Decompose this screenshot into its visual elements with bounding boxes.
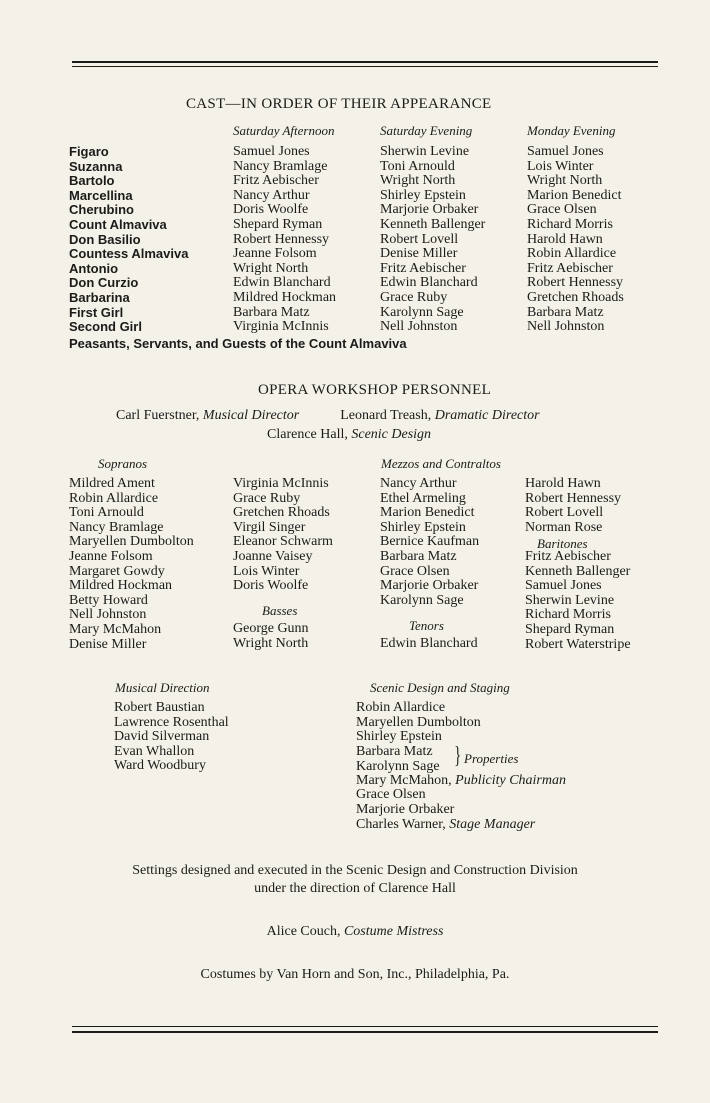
list-item: Fritz Aebischer: [525, 549, 611, 564]
list-item: Nell Johnston: [527, 319, 605, 335]
list-item: Nancy Bramlage: [233, 158, 328, 174]
publicity-title: Publicity Chairman: [455, 773, 566, 788]
cast-roles: [69, 145, 188, 335]
stage-manager-line: [356, 817, 535, 833]
list-item: Marion Benedict: [527, 187, 622, 203]
list-item: Eleanor Schwarm: [233, 534, 333, 550]
list-item: Robert Lovell: [525, 505, 604, 521]
col-head-mon-evening: Monday Evening: [527, 123, 616, 138]
list-item: Sherwin Levine: [525, 592, 615, 608]
list-item: Figaro: [69, 144, 109, 159]
list-item: Robin Allardice: [356, 700, 446, 715]
list-item: Ethel Armeling: [380, 490, 466, 506]
list-item: Jeanne Folsom: [233, 246, 317, 262]
baritones-list: [525, 550, 631, 652]
list-item: Grace Olsen: [527, 202, 597, 218]
list-item: Nancy Bramlage: [69, 519, 164, 535]
list-item: Robin Allardice: [527, 246, 617, 262]
properties-names: [356, 745, 440, 774]
tenors-label: Tenors: [409, 618, 444, 633]
bottom-rule-lower: [72, 1031, 658, 1033]
scenic-director-line: [267, 427, 431, 443]
col-head-sat-evening: Saturday Evening: [380, 123, 473, 138]
settings-line-1: Settings designed and executed in the Scenic Design and Construction Division: [132, 863, 578, 878]
list-item: Betty Howard: [69, 592, 148, 608]
list-item: Shirley Epstein: [380, 187, 466, 203]
list-item: Samuel Jones: [527, 144, 604, 159]
list-item: Toni Arnould: [69, 505, 144, 521]
list-item: Barbarina: [69, 289, 130, 305]
musical-direction-list: [114, 701, 229, 774]
top-rule-upper: [72, 61, 658, 63]
list-item: Margaret Gowdy: [69, 563, 165, 579]
scenic-director-title: Scenic Design: [351, 427, 432, 442]
scenic-director-name: Clarence Hall,: [267, 427, 348, 442]
list-item: Robert Lovell: [380, 231, 459, 247]
properties-label: Properties: [464, 751, 519, 766]
list-item: Ward Woodbury: [114, 758, 206, 774]
workshop-heading: OPERA WORKSHOP PERSONNEL: [258, 382, 492, 398]
list-item: Lawrence Rosenthal: [114, 714, 229, 730]
list-item: Robert Baustian: [114, 700, 205, 715]
list-item: Count Almaviva: [69, 216, 167, 232]
list-item: Wright North: [233, 260, 309, 276]
list-item: Barbara Matz: [380, 548, 457, 564]
list-item: Shepard Ryman: [233, 216, 323, 232]
stage-manager-title: Stage Manager: [449, 817, 536, 832]
list-item: Grace Ruby: [233, 490, 301, 506]
list-item: Toni Arnould: [380, 158, 455, 174]
costume-line: [0, 924, 710, 940]
musical-director-name: Carl Fuerstner,: [116, 408, 200, 423]
list-item: Maryellen Dumbolton: [69, 534, 194, 550]
cast-sat-afternoon: [233, 145, 336, 335]
list-item: Suzanna: [69, 158, 123, 174]
list-item: Mary McMahon: [69, 621, 162, 637]
list-item: Grace Olsen: [380, 563, 450, 579]
list-item: Karolynn Sage: [380, 592, 464, 608]
list-item: Fritz Aebischer: [233, 173, 319, 189]
list-item: Richard Morris: [525, 607, 611, 623]
list-item: Evan Whallon: [114, 743, 195, 759]
list-item: Don Basilio: [69, 231, 141, 247]
list-item: Marjorie Orbaker: [380, 202, 479, 218]
list-item: Cherubino: [69, 202, 134, 218]
scenic-staging-list-top: [356, 701, 481, 745]
list-item: Lois Winter: [233, 563, 300, 579]
properties-brace: }: [454, 743, 462, 769]
list-item: Nell Johnston: [380, 319, 458, 335]
list-item: Fritz Aebischer: [527, 260, 613, 276]
musical-direction-label: Musical Direction: [115, 680, 210, 695]
scenic-staging-label: Scenic Design and Staging: [370, 680, 510, 695]
mezzos-list: [380, 477, 479, 608]
list-item: Sherwin Levine: [380, 144, 470, 159]
list-item: Grace Ruby: [380, 289, 448, 305]
list-item: Mildred Hockman: [233, 289, 337, 305]
list-item: Virgil Singer: [233, 519, 306, 535]
list-item: Mildred Hockman: [69, 578, 173, 594]
list-item: Norman Rose: [525, 519, 603, 535]
list-item: Shepard Ryman: [525, 621, 615, 637]
list-item: Robert Hennessy: [527, 275, 624, 291]
basses-list: [233, 622, 309, 651]
list-item: Antonio: [69, 260, 119, 276]
cast-chorus: Peasants, Servants, and Guests of the Count Almaviva: [69, 336, 407, 351]
list-item: Mildred Ament: [69, 476, 155, 491]
list-item: Virginia McInnis: [233, 319, 329, 335]
list-item: Harold Hawn: [527, 231, 603, 247]
list-item: Kenneth Ballenger: [380, 216, 486, 232]
list-item: Barbara Matz: [527, 304, 604, 320]
list-item: Don Curzio: [69, 275, 139, 291]
list-item: Maryellen Dumbolton: [356, 714, 481, 730]
list-item: George Gunn: [233, 621, 309, 636]
list-item: Wright North: [380, 173, 456, 189]
list-item: Bartolo: [69, 173, 115, 189]
cast-mon-evening: [527, 145, 624, 335]
list-item: Marcellina: [69, 187, 133, 203]
list-item: Grace Olsen: [356, 787, 426, 802]
list-item: Denise Miller: [69, 636, 147, 652]
settings-line-2: under the direction of Clarence Hall: [254, 881, 456, 896]
list-item: Gretchen Rhoads: [233, 505, 330, 521]
list-item: Karolynn Sage: [380, 304, 464, 320]
sopranos-col2: [233, 477, 333, 594]
list-item: Virginia McInnis: [233, 476, 329, 491]
stage-manager-name: Charles Warner,: [356, 817, 446, 832]
list-item: Edwin Blanchard: [380, 636, 478, 651]
costumes-by: Costumes by Van Horn and Son, Inc., Philadelphia, Pa.: [200, 967, 510, 982]
list-item: Karolynn Sage: [356, 758, 440, 774]
sopranos-col1: [69, 477, 194, 652]
list-item: Harold Hawn: [525, 476, 601, 491]
list-item: Marion Benedict: [380, 505, 475, 521]
tenors-col2: [525, 477, 621, 535]
list-item: Nell Johnston: [69, 607, 147, 623]
list-item: Marjorie Orbaker: [356, 801, 455, 817]
list-item: Doris Woolfe: [233, 202, 309, 218]
col-head-sat-afternoon: Saturday Afternoon: [233, 123, 335, 138]
scenic-staging-list-bottom: [356, 788, 454, 817]
publicity-name: Mary McMahon,: [356, 773, 452, 788]
mezzos-label: Mezzos and Contraltos: [381, 456, 501, 471]
list-item: Kenneth Ballenger: [525, 563, 631, 579]
dramatic-director-name: Leonard Treash,: [340, 408, 432, 423]
list-item: Robert Hennessy: [525, 490, 622, 506]
costume-title: Costume Mistress: [343, 924, 444, 939]
list-item: Barbara Matz: [356, 744, 433, 759]
list-item: Wright North: [233, 635, 309, 651]
list-item: Bernice Kaufman: [380, 534, 480, 550]
basses-label: Basses: [262, 603, 298, 618]
costume-name: Alice Couch,: [266, 924, 341, 939]
tenors-col1: [380, 637, 478, 652]
list-item: Edwin Blanchard: [380, 275, 478, 291]
list-item: Robert Waterstripe: [525, 636, 631, 652]
list-item: First Girl: [69, 304, 124, 320]
list-item: Denise Miller: [380, 246, 458, 262]
list-item: Joanne Vaisey: [233, 548, 313, 564]
list-item: Barbara Matz: [233, 304, 310, 320]
list-item: Second Girl: [69, 319, 142, 335]
list-item: Richard Morris: [527, 216, 613, 232]
list-item: David Silverman: [114, 729, 210, 745]
list-item: Countess Almaviva: [69, 246, 189, 262]
list-item: Samuel Jones: [525, 578, 602, 594]
list-item: Nancy Arthur: [233, 187, 310, 203]
directors-line: [116, 408, 540, 424]
list-item: Robert Hennessy: [233, 231, 330, 247]
cast-sat-evening: [380, 145, 485, 335]
baritones-label: Baritones: [537, 536, 588, 551]
top-rule-lower: [72, 66, 658, 67]
list-item: Nancy Arthur: [380, 476, 457, 491]
list-item: Fritz Aebischer: [380, 260, 466, 276]
bottom-rule-upper: [72, 1026, 658, 1027]
cast-heading: CAST—IN ORDER OF THEIR APPEARANCE: [186, 96, 492, 112]
list-item: Marjorie Orbaker: [380, 578, 479, 594]
list-item: Edwin Blanchard: [233, 275, 331, 291]
dramatic-director-title: Dramatic Director: [434, 408, 540, 423]
list-item: Doris Woolfe: [233, 578, 309, 594]
list-item: Gretchen Rhoads: [527, 289, 624, 305]
list-item: Robin Allardice: [69, 490, 159, 506]
sopranos-label: Sopranos: [98, 456, 148, 471]
musical-director-title: Musical Director: [202, 408, 300, 423]
list-item: Shirley Epstein: [356, 729, 442, 745]
list-item: Wright North: [527, 173, 603, 189]
list-item: Samuel Jones: [233, 144, 310, 159]
list-item: Jeanne Folsom: [69, 548, 153, 564]
list-item: Shirley Epstein: [380, 519, 466, 535]
list-item: Lois Winter: [527, 158, 594, 174]
